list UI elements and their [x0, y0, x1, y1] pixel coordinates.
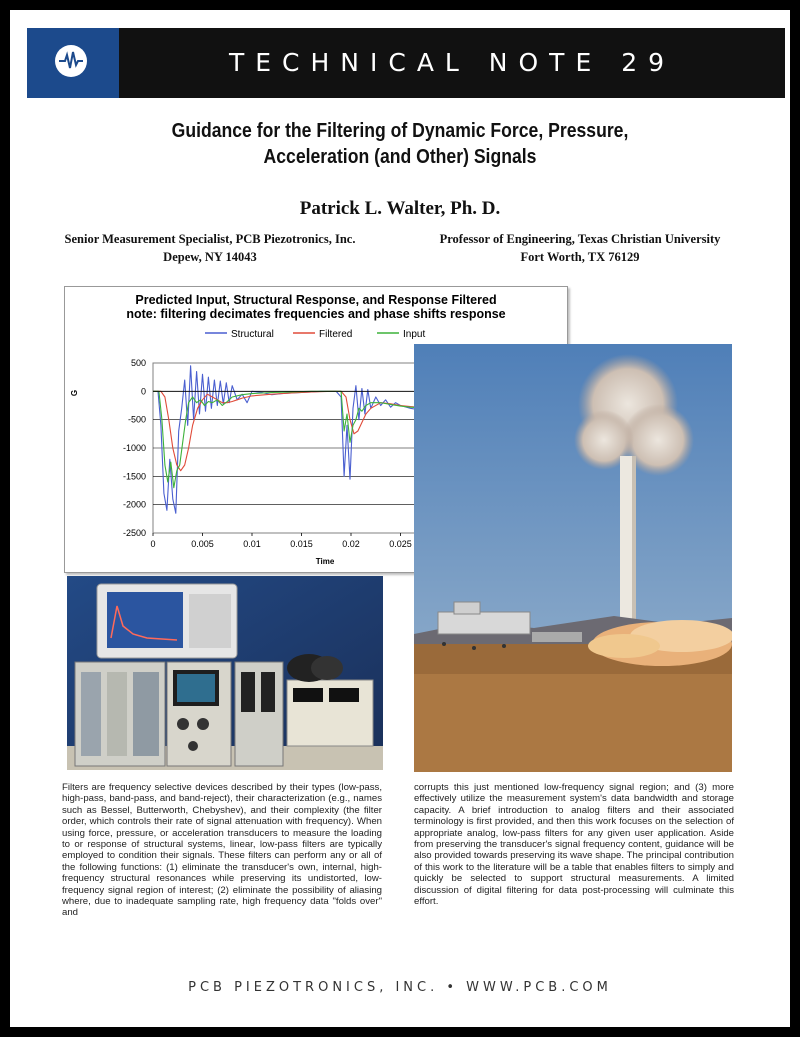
chart-title: Predicted Input, Structural Response, and Response Filtered [135, 293, 497, 307]
y-tick-label: -2000 [122, 499, 146, 510]
author-name: Patrick L. Walter, Ph. D. [299, 198, 501, 219]
chart-xlabel: Time [315, 557, 335, 566]
x-tick-label: 0.01 [243, 539, 261, 549]
x-tick-label: 0.015 [290, 539, 313, 549]
paper-title [92, 118, 708, 170]
equipment-photo [67, 576, 383, 770]
y-tick-label: 500 [130, 358, 146, 368]
rocket-test-photo [414, 344, 732, 772]
legend-label-structural: Structural [231, 329, 274, 340]
banner-title: TECHNICAL NOTE 29 [228, 48, 676, 77]
affiliation-right-line-2: Fort Worth, TX 76129 [520, 250, 640, 264]
chart-subtitle: note: filtering decimates frequencies and phase shifts response [126, 307, 506, 321]
y-tick-label: -500 [127, 414, 146, 425]
chart-legend [205, 329, 425, 340]
x-tick-label: 0.02 [342, 539, 360, 549]
y-tick-label: -1500 [122, 471, 146, 482]
y-tick-label: -2500 [122, 528, 146, 538]
header-banner [27, 28, 785, 98]
y-tick-label: -1000 [122, 443, 146, 453]
y-tick-label: 0 [140, 386, 146, 397]
affiliation-left-line-2: Depew, NY 14043 [163, 250, 257, 264]
logo-box [27, 28, 119, 98]
affiliation-right-line-1: Professor of Engineering, Texas Christian University [439, 232, 721, 246]
x-tick-label: 0.005 [191, 539, 214, 549]
affiliation-right [400, 230, 760, 266]
legend-label-filtered: Filtered [319, 329, 353, 340]
paper-title-line-2: Acceleration (and Other) Signals [263, 146, 537, 168]
affiliation-left-line-1: Senior Measurement Specialist, PCB Piezotronics, Inc. [64, 232, 356, 246]
body-text-column-1: Filters are frequency selective devices described by their types (low-pass, high-pass, band-pass, and band-reject), their characterization (e.g., names such as Bessel, Butterworth, Chebyshev), and their complexity (the filter order, which controls their rate of signal attenuation with frequency). When using force, pressure, or acceleration transducers to measure the loading to or response of structural systems, linear, low-pass filters are typically employed to condition their signals. These filters can perform any or all of the following functions: (1) eliminate the transducer's own, internal, high-frequency structural resonances while preserving its undistorted, low-frequency signal region of interest; (2) eliminate the possibility of aliasing where, due to inadequate sampling rate, high frequency data "folds over" and [62, 782, 382, 919]
body-text-column-2: corrupts this just mentioned low-frequency signal region; and (3) more effectively utilize the measurement system's data bandwidth and storage capacity. A brief introduction to analog filters and their associated terminology is first provided, and then this work focuses on the selection of appropriate analog, low-pass filters for any given user application. Aside from preserving the transducer's signal frequency content, guidance will be also provided towards preserving its wave shape. The principal contribution of this work to the literature will be a table that enables filters to simply and quickly be selected to support structural measurements. A limited discussion of digital filtering for data post-processing will culminate this effort. [414, 782, 734, 908]
x-tick-label: 0.025 [389, 539, 412, 549]
chart-ylabel: G [70, 389, 79, 397]
x-tick-label: 0 [150, 539, 156, 549]
waveform-icon [55, 45, 87, 77]
page-footer: PCB PIEZOTRONICS, INC. • WWW.PCB.COM [188, 980, 612, 995]
affiliation-left [30, 230, 390, 266]
document-page [10, 10, 790, 1027]
legend-label-input: Input [403, 329, 426, 340]
paper-title-line-1: Guidance for the Filtering of Dynamic Force, Pressure, [171, 120, 629, 142]
